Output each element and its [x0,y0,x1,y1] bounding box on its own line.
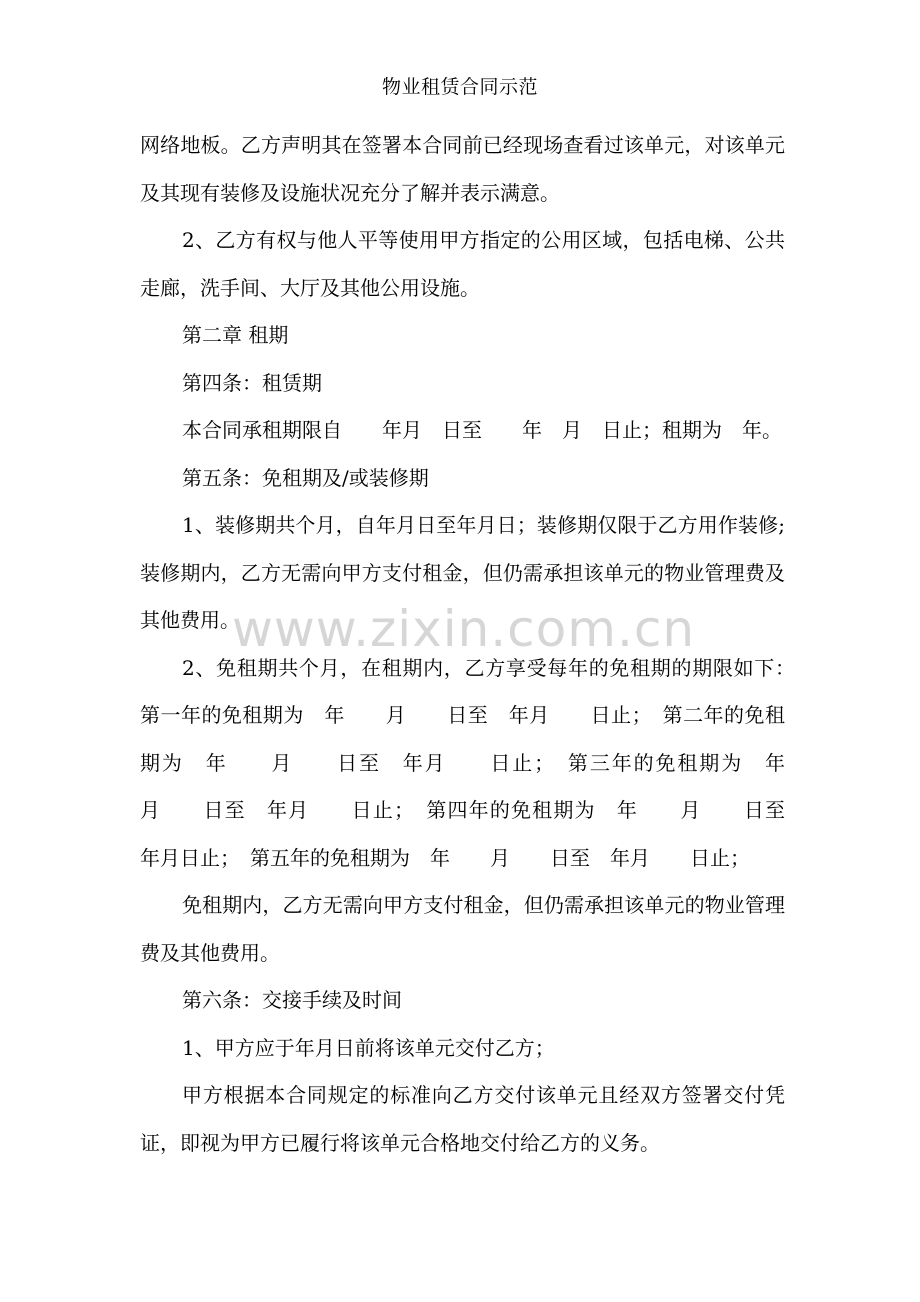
article-heading: 第四条：租赁期 [182,370,322,395]
article-heading: 第六条：交接手续及时间 [182,988,402,1012]
paragraph: 2、乙方有权与他人平等使用甲方指定的公用区域，包括电梯、公共走廊，洗手间、大厅及其他公用设施。 [140,228,785,300]
paragraph: 1、装修期共个月，自年月日至年月日；装修期仅限于乙方用作装修; 装修期内，乙方无需向甲方支付租金，但仍需承担该单元的物业管理费及其他费用。 [140,513,785,632]
paragraph: 网络地板。乙方声明其在签署本合同前已经现场查看过该单元，对该单元及其现有装修及设施状况充分了解并表示满意。 [140,133,785,205]
paragraph: 1、甲方应于年月日前将该单元交付乙方； [182,1035,555,1060]
paragraph: 2、免租期共个月，在租期内，乙方享受每年的免租期的期限如下： 第一年的免租期为 年 月 日至 年月 日止； 第二年的免租期为 年 月 日至 年月 日止； 第三年的免租期为 年 月 日至 年月 日止； 第四年的免租期为 年 月 日至 年月日止； 第五年的免租期为 年 月 日至 年月 日止； [140,655,825,870]
article-heading: 第五条：免租期及/或装修期 [182,465,429,490]
watermark: www.zixin.com.cn [232,600,696,658]
paragraph: 甲方根据本合同规定的标准向乙方交付该单元且经双方签署交付凭证，即视为甲方已履行将该单元合格地交付给乙方的义务。 [140,1083,785,1155]
page-title: 物业租赁合同示范 [381,76,538,98]
section-heading: 第二章 租期 [182,323,289,347]
paragraph: 免租期内，乙方无需向甲方支付租金，但仍需承担该单元的物业管理费及其他费用。 [140,893,785,965]
paragraph: 本合同承租期限自 年月 日至 年 月 日止；租期为 年。 [182,418,782,442]
document-body [140,122,825,1167]
